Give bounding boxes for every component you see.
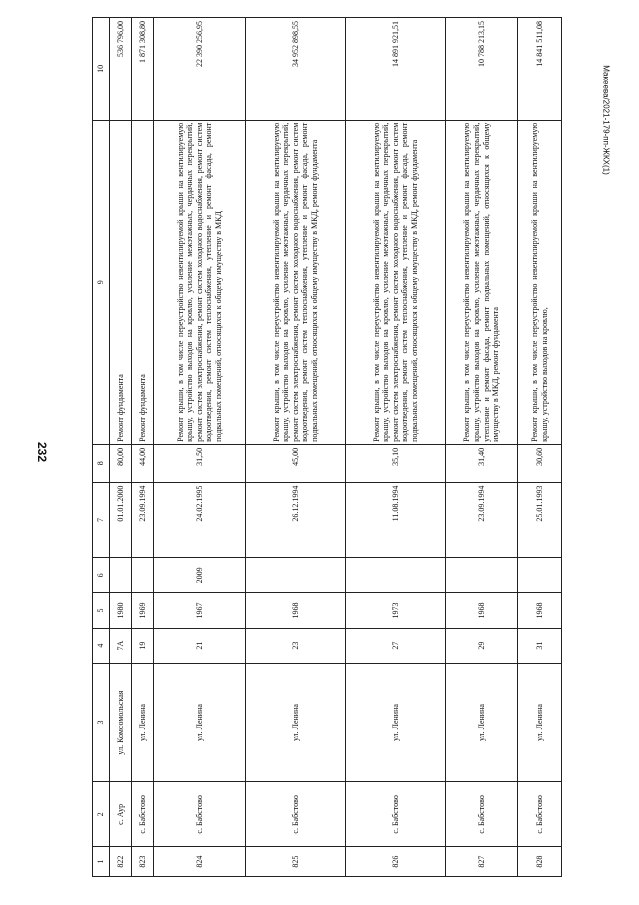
col-header: 7 [93,482,110,558]
cell-year-built: 1968 [246,593,346,628]
cell-year-reconstruction [446,558,518,593]
cell-wear: 30,60 [518,444,562,482]
cell-works: Ремонт крыши, в том числе переустройство невентилируемой крыши на вентилируемую крышу, устройство выходов на кровлю, усиление межэтажных, чердачных перекрытий, ремонт систем электроснабжения, ремонт систем холодного водоснабжения, ремонт систем водоотведения, ремонт систем теплоснабжения, утепление и ремонт фасада, ремонт подвальных помещений, относящихся к общему имуществу в МКД, ремонт фундамента [346,120,446,444]
cell-house: 29 [446,628,518,663]
table-row [246,18,346,877]
cell-settlement: с. Бабстово [518,782,562,847]
cell-street: ул. Ленина [518,663,562,782]
cell-year-built: 1969 [132,593,154,628]
cell-date: 23.09.1994 [446,482,518,558]
cell-works: Ремонт фундамента [132,120,154,444]
cell-date: 11.08.1994 [346,482,446,558]
col-header: 1 [93,847,110,877]
cell-year-reconstruction [110,558,132,593]
cell-settlement: с. Бабстово [132,782,154,847]
cell-year-reconstruction [246,558,346,593]
cell-cost: 14 891 921,51 [346,18,446,121]
table-row [110,18,132,877]
cell-number: 824 [154,847,246,877]
cell-works: Ремонт фундамента [110,120,132,444]
cell-works: Ремонт крыши, в том числе переустройство невентилируемой крыши на вентилируемую крышу, устройство выходов на кровлю, усиление межэтажных, чердачных перекрытий, утепление и ремонт фасада, ремонт подвальных помещений, относящихся к общему имуществу в МКД, ремонт фундамента [446,120,518,444]
cell-cost: 10 788 213,15 [446,18,518,121]
cell-wear: 45,00 [246,444,346,482]
col-header: 9 [93,120,110,444]
cell-cost: 22 390 256,95 [154,18,246,121]
col-header: 8 [93,444,110,482]
cell-number: 825 [246,847,346,877]
cell-wear: 35,10 [346,444,446,482]
cell-year-built: 1980 [110,593,132,628]
cell-settlement: с. Бабстово [446,782,518,847]
cell-settlement: с. Аур [110,782,132,847]
cell-wear: 80,00 [110,444,132,482]
cell-settlement: с. Бабстово [154,782,246,847]
cell-house: 7А [110,628,132,663]
cell-house: 27 [346,628,446,663]
col-header: 3 [93,663,110,782]
cell-street: ул. Комсомольская [110,663,132,782]
cell-number: 828 [518,847,562,877]
cell-date: 26.12.1994 [246,482,346,558]
cell-year-reconstruction [346,558,446,593]
cell-works: Ремонт крыши, в том числе переустройство невентилируемой крыши на вентилируемую крышу, устройство выходов на кровлю, усиление межэтажных, чердачных перекрытий, ремонт систем электроснабжения, ремонт систем холодного водоснабжения, ремонт систем водоотведения, ремонт систем теплоснабжения, утепление и ремонт фасада, ремонт подвальных помещений, относящихся к общему имуществу в МКД [154,120,246,444]
cell-number: 826 [346,847,446,877]
repair-schedule-table [92,17,562,877]
cell-year-built: 1967 [154,593,246,628]
cell-street: ул. Ленина [446,663,518,782]
cell-wear: 31,50 [154,444,246,482]
cell-year-built: 1973 [346,593,446,628]
cell-works: Ремонт крыши, в том числе переустройство невентилируемой крыши на вентилируемую крышу, устройство выходов на кровлю, [518,120,562,444]
cell-date: 01.01.2000 [110,482,132,558]
cell-house: 21 [154,628,246,663]
rotated-table-container [92,17,602,877]
cell-works: Ремонт крыши, в том числе переустройство невентилируемой крыши на вентилируемую крышу, устройство выходов на кровлю, усиление межэтажных, чердачных перекрытий, ремонт систем электроснабжения, ремонт систем холодного водоснабжения, ремонт систем водоотведения, ремонт систем теплоснабжения, утепление и ремонт фасада, ремонт подвальных помещений, относящихся к общему имуществу в МКД, ремонт фундамента [246,120,346,444]
cell-number: 823 [132,847,154,877]
cell-cost: 1 871 308,80 [132,18,154,121]
table-row [154,18,246,877]
cell-year-reconstruction [132,558,154,593]
cell-cost: 14 841 511,08 [518,18,562,121]
cell-street: ул. Ленина [132,663,154,782]
table-row [446,18,518,877]
cell-street: ул. Ленина [346,663,446,782]
cell-date: 25.01.1993 [518,482,562,558]
col-header: 4 [93,628,110,663]
table-row [346,18,446,877]
document-footer: Макеева/2021-179-пп-ЖКХ(1) [601,65,611,175]
header-row [93,18,110,877]
cell-wear: 31,40 [446,444,518,482]
cell-street: ул. Ленина [154,663,246,782]
cell-cost: 34 952 898,55 [246,18,346,121]
table-row [132,18,154,877]
col-header: 5 [93,593,110,628]
cell-settlement: с. Бабстово [346,782,446,847]
table-row [518,18,562,877]
col-header: 6 [93,558,110,593]
cell-settlement: с. Бабстово [246,782,346,847]
cell-year-built: 1968 [518,593,562,628]
page-number: 232 [35,441,49,463]
cell-date: 24.02.1995 [154,482,246,558]
cell-year-reconstruction [518,558,562,593]
col-header: 2 [93,782,110,847]
cell-house: 19 [132,628,154,663]
cell-year-reconstruction: 2009 [154,558,246,593]
cell-cost: 536 796,00 [110,18,132,121]
cell-house: 31 [518,628,562,663]
cell-street: ул. Ленина [246,663,346,782]
cell-house: 23 [246,628,346,663]
cell-wear: 44,00 [132,444,154,482]
cell-date: 23.09.1994 [132,482,154,558]
cell-number: 827 [446,847,518,877]
col-header: 10 [93,18,110,121]
cell-year-built: 1968 [446,593,518,628]
cell-number: 822 [110,847,132,877]
